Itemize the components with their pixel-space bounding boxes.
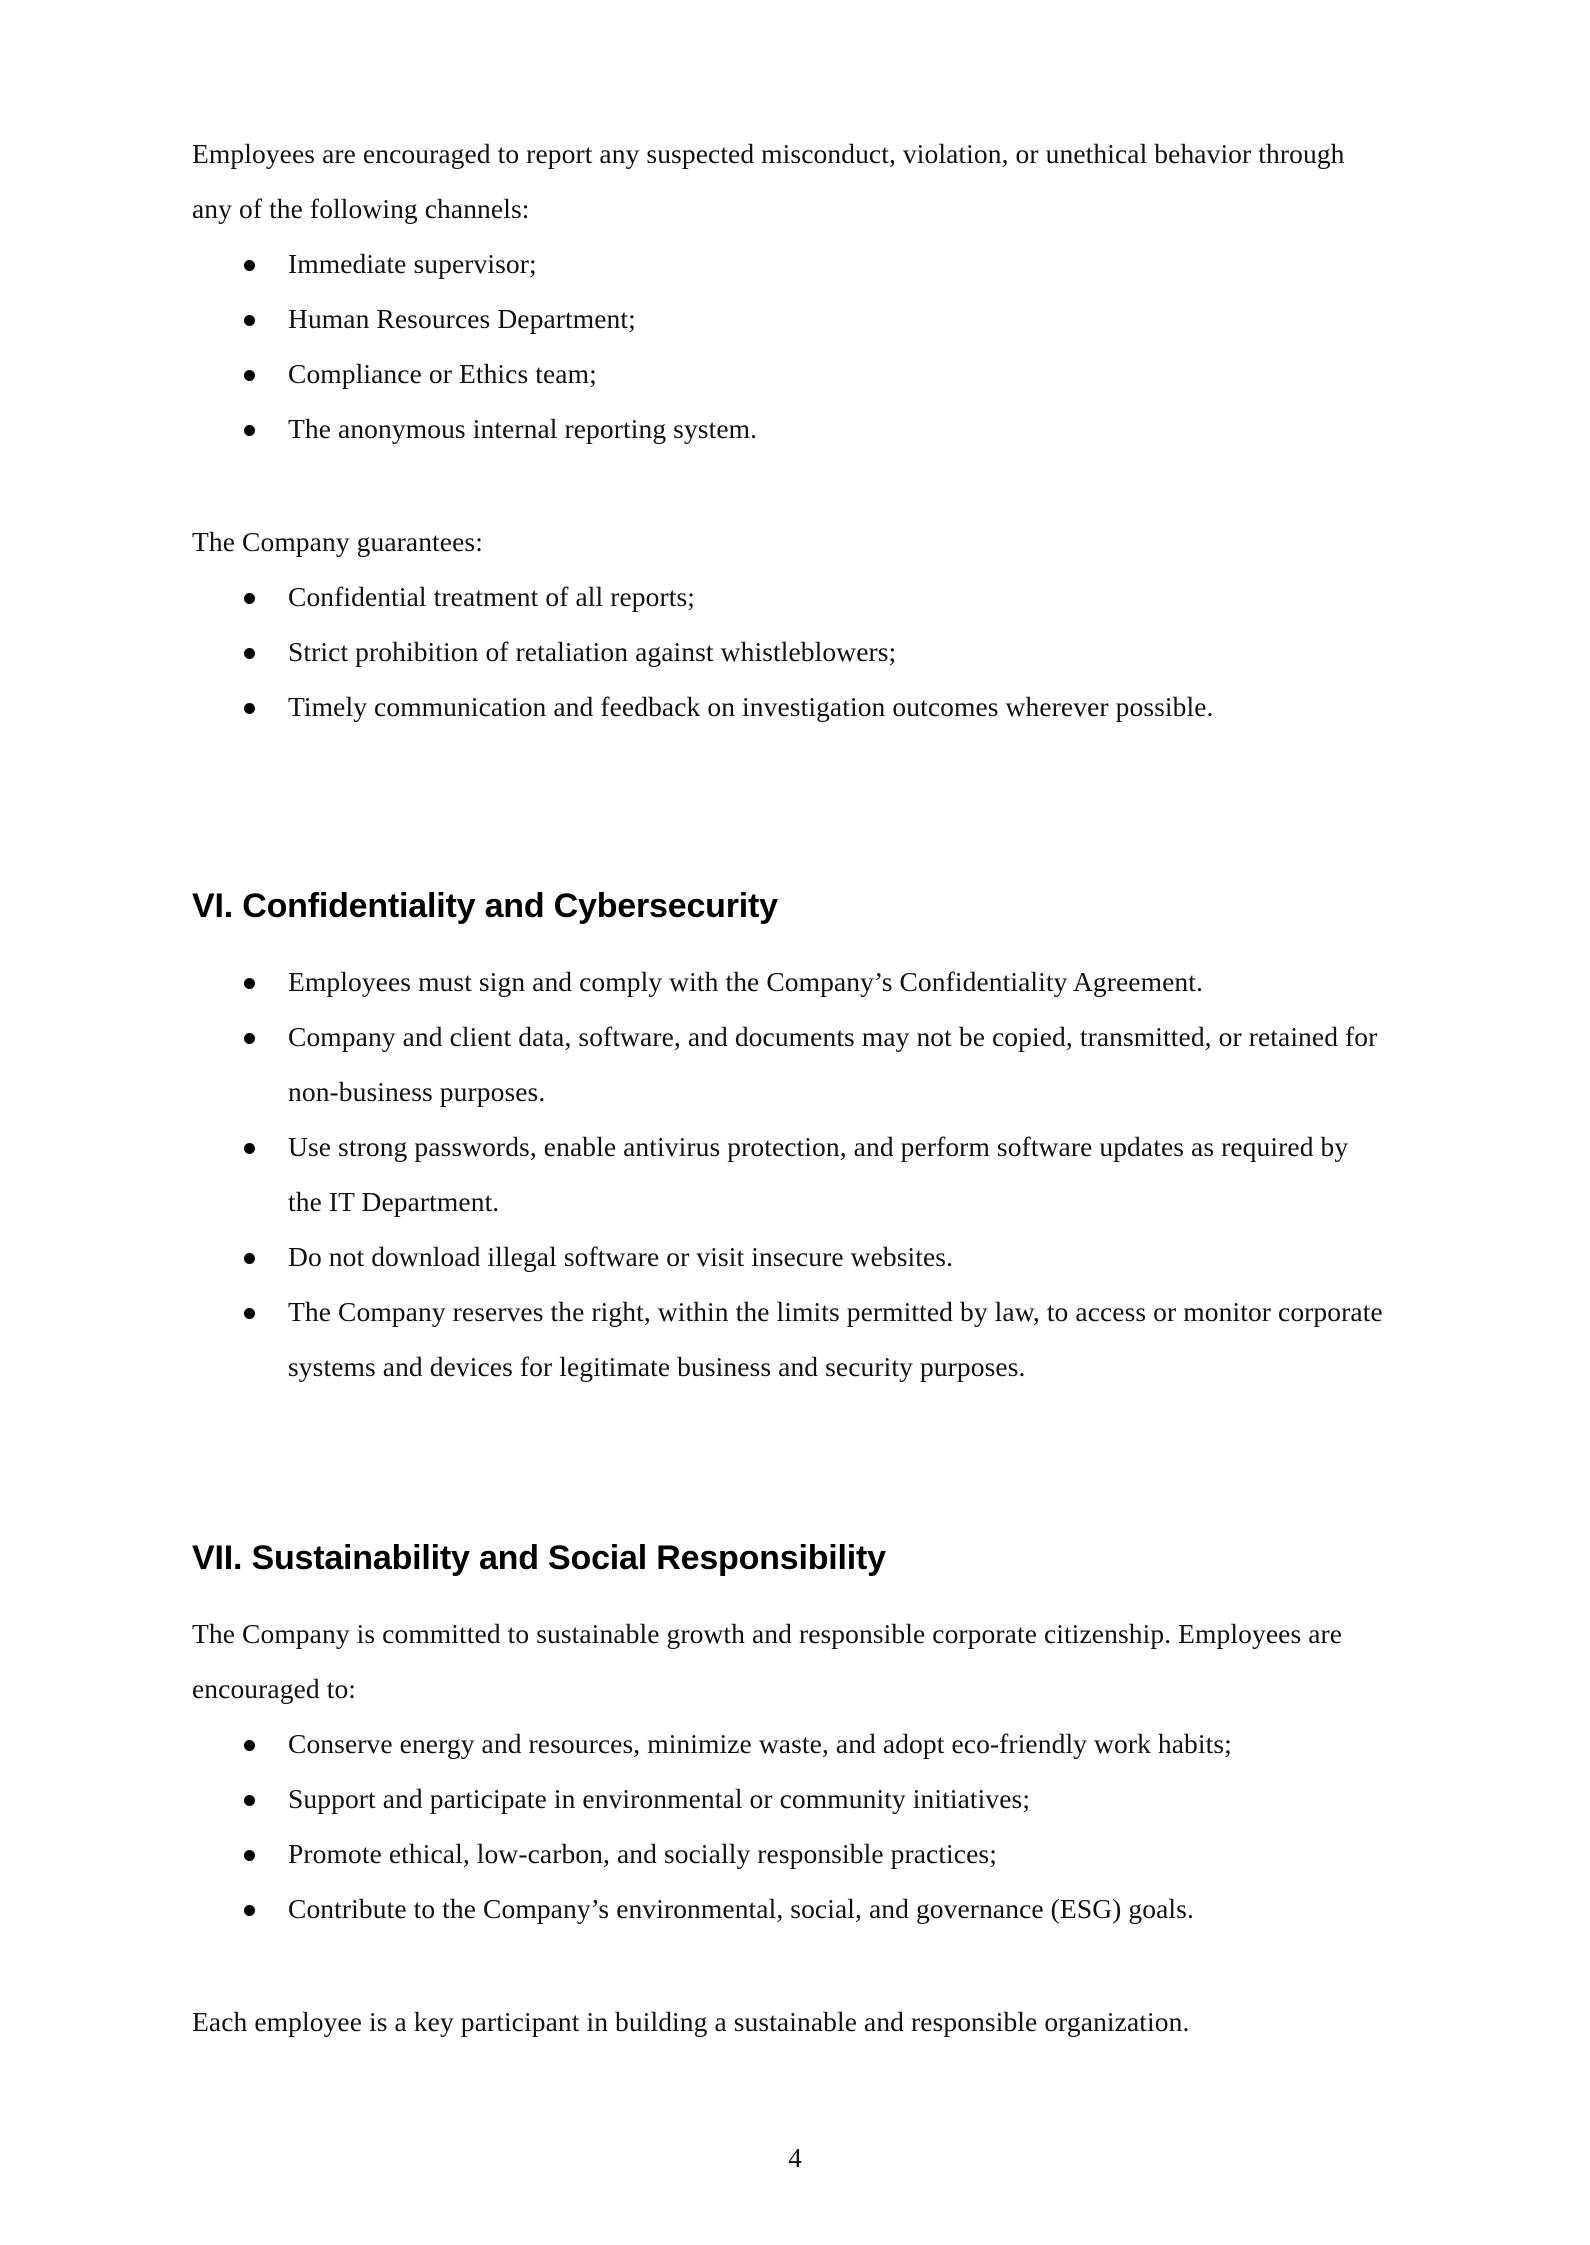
reporting-intro-paragraph: Employees are encouraged to report any suspected misconduct, violation, or unethical behavior through any of the following channels: xyxy=(192,138,1345,224)
list-item xyxy=(192,1716,1388,1771)
bullet-icon xyxy=(244,291,258,346)
bullet-icon xyxy=(244,569,258,624)
bullet-icon xyxy=(244,236,258,291)
reporting-channels-list xyxy=(192,236,1388,456)
list-item xyxy=(192,401,1388,456)
spacer xyxy=(192,928,1388,954)
list-item xyxy=(192,1771,1388,1826)
guarantees-list xyxy=(192,569,1388,734)
section-heading-vii: VII. Sustainability and Social Responsibility xyxy=(192,1539,886,1577)
list-item-label: The anonymous internal reporting system. xyxy=(288,413,758,444)
list-item xyxy=(192,1284,1388,1394)
list-item-label: Confidential treatment of all reports; xyxy=(288,581,696,612)
list-item-label: Company and client data, software, and documents may not be copied, transmitted, or retained for non‐business purposes. xyxy=(288,1021,1378,1107)
list-item xyxy=(192,569,1388,624)
list-item-label: Conserve energy and resources, minimize waste, and adopt eco‐friendly work habits; xyxy=(288,1728,1232,1759)
list-item-label: Promote ethical, low‐carbon, and socially responsible practices; xyxy=(288,1838,997,1869)
list-item xyxy=(192,624,1388,679)
closing-paragraph: Each employee is a key participant in building a sustainable and responsible organization. xyxy=(192,2006,1190,2037)
spacer xyxy=(192,456,1388,514)
guarantees-intro-paragraph: The Company guarantees: xyxy=(192,526,483,557)
list-item-label: Timely communication and feedback on investigation outcomes wherever possible. xyxy=(288,691,1214,722)
bullet-icon xyxy=(244,1284,258,1339)
list-item-label: The Company reserves the right, within the limits permitted by law, to access or monitor corporate systems and devices for legitimate business and security purposes. xyxy=(288,1296,1383,1382)
section-vii-intro-paragraph: The Company is committed to sustainable growth and responsible corporate citizenship. Employees are encouraged to: xyxy=(192,1618,1343,1704)
list-item-label: Do not download illegal software or visit insecure websites. xyxy=(288,1241,954,1272)
bullet-icon xyxy=(244,1119,258,1174)
list-item xyxy=(192,236,1388,291)
spacer xyxy=(192,1394,1388,1536)
spacer xyxy=(192,734,1388,884)
page-content xyxy=(192,126,1388,2049)
list-item xyxy=(192,1009,1388,1119)
list-item-label: Compliance or Ethics team; xyxy=(288,358,597,389)
list-item xyxy=(192,1826,1388,1881)
list-item xyxy=(192,1229,1388,1284)
section-vii-bullets xyxy=(192,1716,1388,1936)
spacer xyxy=(192,1936,1388,1994)
bullet-icon xyxy=(244,624,258,679)
page-number: 4 xyxy=(788,2143,802,2173)
section-heading-vi: VI. Confidentiality and Cybersecurity xyxy=(192,887,778,925)
bullet-icon xyxy=(244,346,258,401)
list-item xyxy=(192,346,1388,401)
bullet-icon xyxy=(244,954,258,1009)
list-item xyxy=(192,1881,1388,1936)
spacer xyxy=(192,1580,1388,1606)
bullet-icon xyxy=(244,401,258,456)
bullet-icon xyxy=(244,1771,258,1826)
list-item xyxy=(192,1119,1388,1229)
bullet-icon xyxy=(244,1229,258,1284)
bullet-icon xyxy=(244,1826,258,1881)
list-item xyxy=(192,679,1388,734)
list-item-label: Support and participate in environmental or community initiatives; xyxy=(288,1783,1031,1814)
bullet-icon xyxy=(244,1881,258,1936)
list-item xyxy=(192,291,1388,346)
list-item-label: Use strong passwords, enable antivirus protection, and perform software updates as required by the IT Department. xyxy=(288,1131,1349,1217)
bullet-icon xyxy=(244,1716,258,1771)
bullet-icon xyxy=(244,1009,258,1064)
list-item-label: Human Resources Department; xyxy=(288,303,636,334)
bullet-icon xyxy=(244,679,258,734)
list-item xyxy=(192,954,1388,1009)
section-vi-bullets xyxy=(192,954,1388,1394)
list-item-label: Contribute to the Company’s environmental, social, and governance (ESG) goals. xyxy=(288,1893,1194,1924)
list-item-label: Strict prohibition of retaliation against whistleblowers; xyxy=(288,636,897,667)
list-item-label: Immediate supervisor; xyxy=(288,248,537,279)
list-item-label: Employees must sign and comply with the Company’s Confidentiality Agreement. xyxy=(288,966,1203,997)
